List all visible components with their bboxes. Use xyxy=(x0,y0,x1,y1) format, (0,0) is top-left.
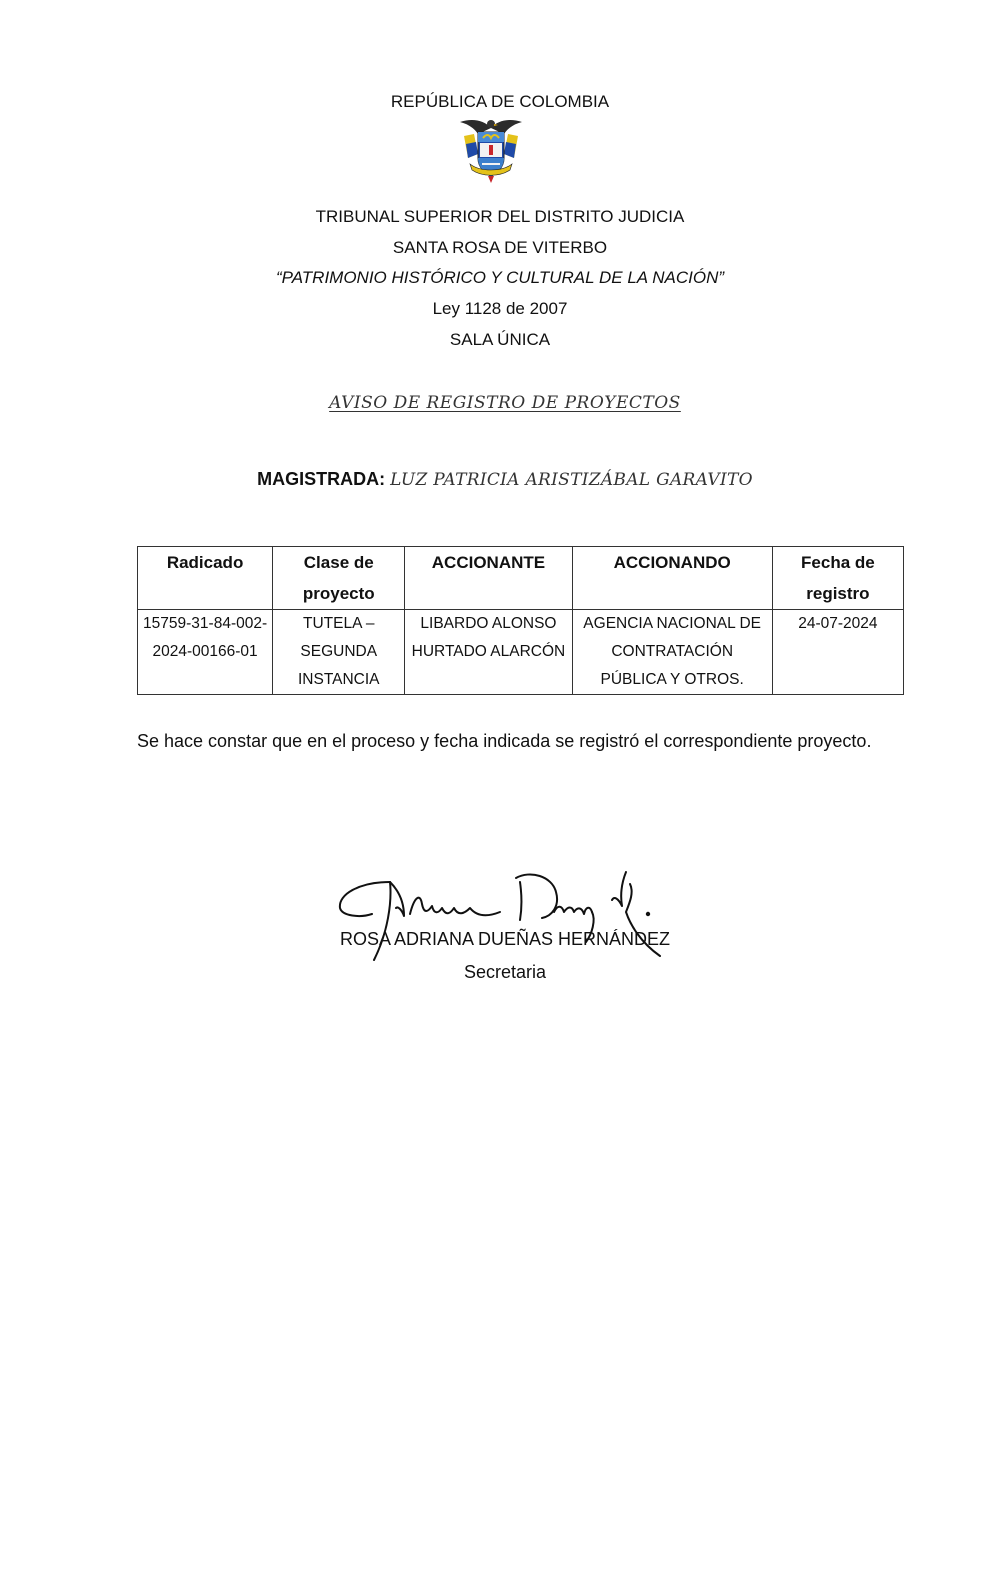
magistrate-line xyxy=(0,469,1000,490)
chamber-name: SALA ÚNICA xyxy=(449,330,551,349)
cell-clase: TUTELA – SEGUNDA INSTANCIA xyxy=(273,610,405,695)
handwritten-signature-icon xyxy=(330,862,670,972)
header-accionando: ACCIONANDO xyxy=(572,547,772,610)
court-name: TRIBUNAL SUPERIOR DEL DISTRITO JUDICIA xyxy=(315,207,685,226)
header-radicado: Radicado xyxy=(138,547,273,610)
country-heading: REPÚBLICA DE COLOMBIA xyxy=(390,92,610,111)
signer-name: ROSA ADRIANA DUEÑAS HERNÁNDEZ xyxy=(339,929,671,949)
magistrate-name: LUZ PATRICIA ARISTIZÁBAL GARAVITO xyxy=(390,470,753,490)
header-fecha: Fecha de registro xyxy=(772,547,903,610)
registry-table xyxy=(137,546,904,695)
cell-radicado: 15759-31-84-002-2024-00166-01 xyxy=(138,610,273,695)
cell-fecha: 24-07-2024 xyxy=(772,610,903,695)
cell-accionando: AGENCIA NACIONAL DE CONTRATACIÓN PÚBLICA Y OTROS. xyxy=(572,610,772,695)
law-reference: Ley 1128 de 2007 xyxy=(432,299,568,318)
heritage-motto: “PATRIMONIO HISTÓRICO Y CULTURAL DE LA NACIÓN” xyxy=(275,268,725,287)
table-header-row xyxy=(138,547,904,610)
statement-paragraph: Se hace constar que en el proceso y fecha indicada se registró el correspondiente proyecto. xyxy=(137,731,872,751)
magistrate-label: MAGISTRADA: xyxy=(257,469,386,489)
header-accionante: ACCIONANTE xyxy=(405,547,572,610)
city-name: SANTA ROSA DE VITERBO xyxy=(392,238,608,257)
colombia-coat-of-arms-icon xyxy=(456,114,526,184)
notice-title: AVISO DE REGISTRO DE PROYECTOS xyxy=(329,393,681,413)
table-row xyxy=(138,610,904,695)
signer-role: Secretaria xyxy=(463,962,547,982)
header-clase: Clase de proyecto xyxy=(273,547,405,610)
cell-accionante: LIBARDO ALONSO HURTADO ALARCÓN xyxy=(405,610,572,695)
